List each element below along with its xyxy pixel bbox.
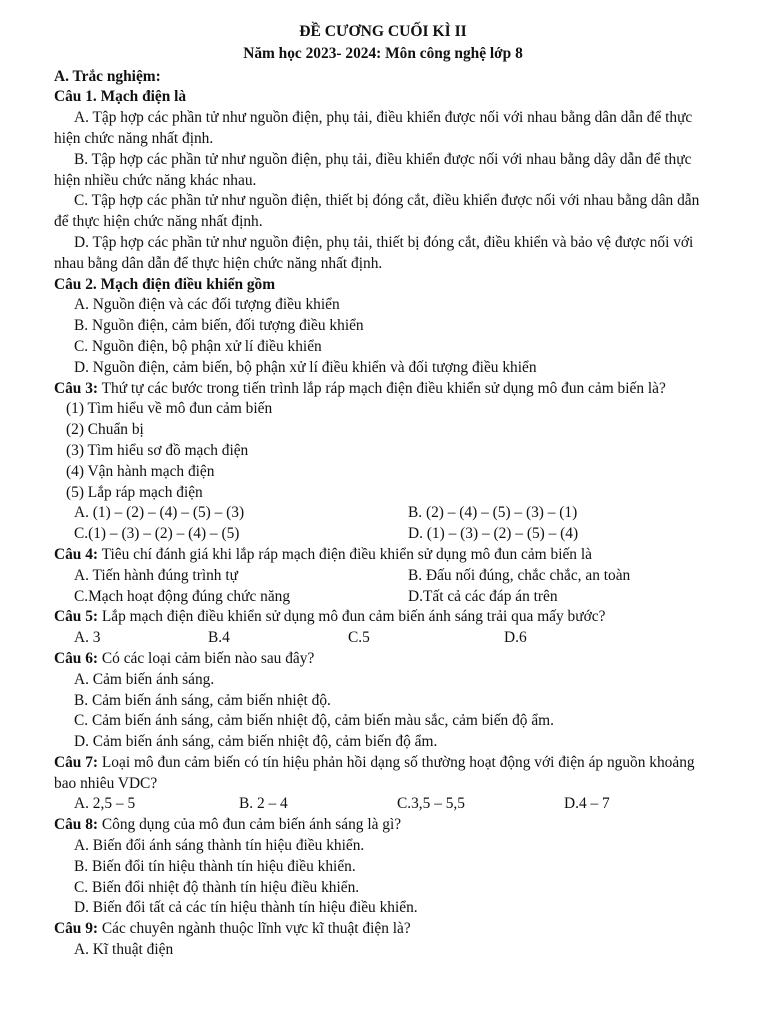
question-4-option-b: B. Đấu nối đúng, chắc chắc, an toàn [408, 566, 631, 584]
question-5-stem: Lắp mạch điện điều khiển sử dụng mô đun cảm biến ánh sáng trải qua mấy bước? [98, 608, 606, 626]
question-3-number: Câu 3: [54, 379, 99, 397]
question-3-option-b: B. (2) – (4) – (5) – (3) – (1) [408, 504, 578, 522]
question-3-step-1: (1) Tìm hiểu về mô đun cảm biến [66, 400, 273, 418]
question-6-option-b: B. Cảm biến ánh sáng, cảm biến nhiệt độ. [74, 691, 331, 709]
question-1-option-d: D. Tập hợp các phần tử như nguồn điện, phụ tải, thiết bị đóng cắt, điều khiển và bảo vệ được nối với nhau bằng dân dẫn để thực hiện chức năng nhất định. [54, 233, 694, 272]
question-3-option-c: C.(1) – (3) – (2) – (4) – (5) [74, 525, 240, 543]
question-6-stem: Có các loại cảm biến nào sau đây? [98, 649, 315, 667]
question-2-option-d: D. Nguồn điện, cảm biến, bộ phận xử lí điều khiển và đối tượng điều khiển [74, 358, 537, 376]
question-5-option-c: C.5 [348, 629, 370, 647]
question-8-option-d: D. Biến đổi tất cả các tín hiệu thành tín hiệu điều khiển. [74, 899, 418, 917]
question-9-number: Câu 9: [54, 920, 99, 938]
question-4-options-row-2 [54, 587, 712, 608]
question-4-options-row-1 [54, 566, 712, 587]
question-4-stem: Tiêu chí đánh giá khi lắp ráp mạch điện điều khiển sử dụng mô đun cảm biến là [98, 545, 592, 563]
question-7-stem: Loại mô đun cảm biến có tín hiệu phản hồi dạng số thường hoạt động với điện áp nguồn khoảng bao nhiêu VDC? [54, 753, 695, 792]
question-6-option-a: A. Cảm biến ánh sáng. [74, 670, 215, 688]
question-2-stem: Câu 2. Mạch điện điều khiển gồm [54, 275, 276, 293]
question-6-number: Câu 6: [54, 649, 99, 667]
question-3-step-2: (2) Chuẩn bị [66, 421, 144, 439]
question-6-option-c: C. Cảm biến ánh sáng, cảm biến nhiệt độ, cảm biến màu sắc, cảm biến độ ẩm. [74, 712, 554, 730]
question-6 [54, 649, 712, 670]
question-2-option-c: C. Nguồn điện, bộ phận xử lí điều khiển [74, 337, 322, 355]
question-4-option-a: A. Tiến hành đúng trình tự [74, 566, 238, 584]
question-7-option-d: D.4 – 7 [564, 795, 610, 813]
question-2-option-b: B. Nguồn điện, cảm biến, đối tượng điều khiển [74, 317, 364, 335]
question-2-option-a: A. Nguồn điện và các đối tượng điều khiển [74, 296, 340, 314]
question-8 [54, 815, 712, 836]
question-1-option-b: B. Tập hợp các phần tử như nguồn điện, phụ tải, điều khiển được nối với nhau bằng dây dẫn để thực hiện nhiều chức năng khác nhau. [54, 150, 692, 189]
question-8-stem: Công dụng của mô đun cảm biến ánh sáng là gì? [98, 816, 402, 834]
question-3-option-d: D. (1) – (3) – (2) – (5) – (4) [408, 525, 579, 543]
question-5-options-row [54, 628, 712, 649]
question-4-option-c: C.Mạch hoạt động đúng chức năng [74, 587, 291, 605]
question-3 [54, 379, 712, 400]
section-heading-multiple-choice: A. Trắc nghiệm: [54, 67, 161, 85]
question-8-option-c: C. Biến đổi nhiệt độ thành tín hiệu điều khiển. [74, 878, 360, 896]
question-3-step-4: (4) Vận hành mạch điện [66, 462, 215, 480]
question-5-option-a: A. 3 [74, 629, 101, 647]
question-5-option-b: B.4 [208, 629, 230, 647]
question-8-option-b: B. Biến đổi tín hiệu thành tín hiệu điều khiển. [74, 857, 356, 875]
question-7-option-a: A. 2,5 – 5 [74, 795, 136, 813]
document-subtitle: Năm học 2023- 2024: Môn công nghệ lớp 8 [243, 44, 523, 62]
question-8-option-a: A. Biến đổi ánh sáng thành tín hiệu điều khiển. [74, 837, 365, 855]
question-3-options-row-2 [54, 524, 712, 545]
question-1-stem: Câu 1. Mạch điện là [54, 88, 187, 106]
question-3-step-5: (5) Lắp ráp mạch điện [66, 483, 203, 501]
question-6-option-d: D. Cảm biến ánh sáng, cảm biến nhiệt độ, cảm biến độ ẩm. [74, 733, 438, 751]
question-5-option-d: D.6 [504, 629, 527, 647]
question-9 [54, 919, 712, 940]
question-7-number: Câu 7: [54, 753, 99, 771]
document-title: ĐỀ CƯƠNG CUỐI KÌ II [299, 23, 467, 40]
question-4-number: Câu 4: [54, 545, 99, 563]
question-7-option-c: C.3,5 – 5,5 [397, 795, 465, 813]
question-7-option-b: B. 2 – 4 [239, 795, 288, 813]
question-3-stem: Thứ tự các bước trong tiến trình lắp ráp mạch điện điều khiển sử dụng mô đun cảm biến là? [98, 379, 666, 397]
question-5 [54, 607, 712, 628]
question-5-number: Câu 5: [54, 608, 99, 626]
question-1-option-c: C. Tập hợp các phần tử như nguồn điện, thiết bị đóng cắt, điều khiển được nối với nhau bằng dân dẫn để thực hiện chức năng nhất định. [54, 192, 700, 231]
question-4 [54, 545, 712, 566]
question-3-options-row-1 [54, 503, 712, 524]
question-9-option-a: A. Kĩ thuật điện [74, 941, 174, 959]
question-1-option-a: A. Tập hợp các phần tử như nguồn điện, phụ tải, điều khiển được nối với nhau bằng dân dẫn để thực hiện chức năng nhất định. [54, 109, 693, 147]
question-9-stem: Các chuyên ngành thuộc lĩnh vực kĩ thuật điện là? [98, 920, 411, 938]
question-8-number: Câu 8: [54, 816, 99, 834]
question-7 [54, 753, 712, 795]
question-4-option-d: D.Tất cả các đáp án trên [408, 587, 558, 605]
question-3-step-3: (3) Tìm hiểu sơ đồ mạch điện [66, 441, 249, 459]
question-3-option-a: A. (1) – (2) – (4) – (5) – (3) [74, 504, 245, 522]
question-7-options-row [54, 794, 712, 815]
